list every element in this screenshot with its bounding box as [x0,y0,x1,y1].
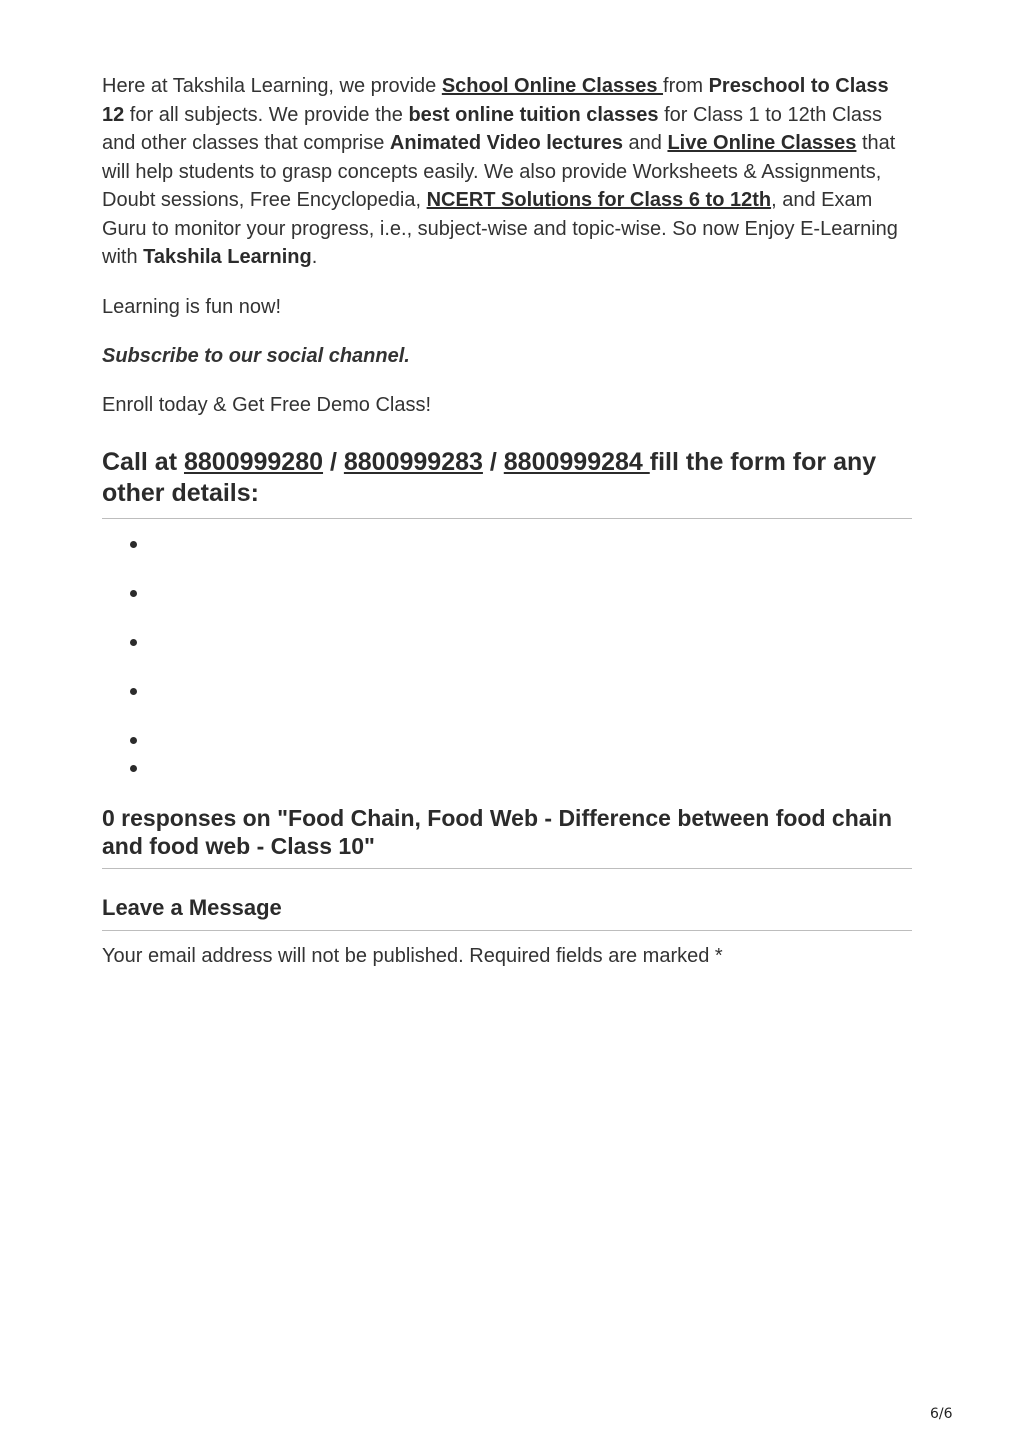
intro-text: from [663,75,709,97]
social-link-bullet[interactable] [130,590,137,597]
phone-separator: / [482,447,504,476]
responses-heading: 0 responses on "Food Chain, Food Web - Difference between food chain and food web - Class 10" [102,804,912,869]
intro-text: for Class 1 to 12th Class and other classes that comprise [102,103,882,154]
intro-text: that will help students to grasp concepts easily. We also provide Worksheets & Assignments, Doubt sessions, Free Encyclopedia, [102,132,896,211]
best-tuition-bold: best online tuition classes [408,103,659,126]
school-online-classes-link[interactable]: School Online Classes [441,75,664,97]
social-link-bullet[interactable] [130,688,137,695]
call-suffix: fill the form for any other details: [102,447,877,507]
phone-link-3[interactable]: 8800999284 [503,447,650,476]
phone-link-1[interactable]: 8800999280 [183,447,324,476]
leave-message-heading: Leave a Message [102,894,912,931]
intro-text: , and Exam Guru to monitor your progress, i.e., subject-wise and topic-wise. So now Enjoy E-Learning with [102,189,898,268]
phone-separator: / [323,447,344,476]
call-heading [102,447,912,519]
intro-text: . [311,246,318,268]
email-note: Your email address will not be published. Required fields are marked * [102,944,723,967]
call-prefix: Call at [102,447,184,476]
live-online-classes-link[interactable]: Live Online Classes [667,132,857,154]
social-link-bullet[interactable] [130,639,137,646]
social-link-bullet[interactable] [130,765,137,772]
ncert-solutions-link[interactable]: NCERT Solutions for Class 6 to 12th [426,189,772,211]
intro-text: for all subjects. We provide the [124,103,409,126]
takshila-bold: Takshila Learning [143,246,312,268]
enroll-text: Enroll today & Get Free Demo Class! [102,393,432,416]
social-link-bullet[interactable] [130,541,137,548]
page-number: 6/6 [930,1406,953,1422]
animated-lectures-bold: Animated Video lectures [389,132,623,154]
social-link-bullet[interactable] [130,737,137,744]
phone-link-2[interactable]: 8800999283 [343,447,483,476]
intro-paragraph [102,72,912,272]
preschool-bold: Preschool to Class 12 [102,75,889,126]
intro-text: Here at Takshila Learning, we provide [102,75,442,97]
fun-text: Learning is fun now! [102,295,282,318]
subscribe-text: Subscribe to our social channel. [102,344,410,367]
article-content [102,72,912,969]
social-links-list [102,519,912,804]
intro-text: and [622,132,668,154]
